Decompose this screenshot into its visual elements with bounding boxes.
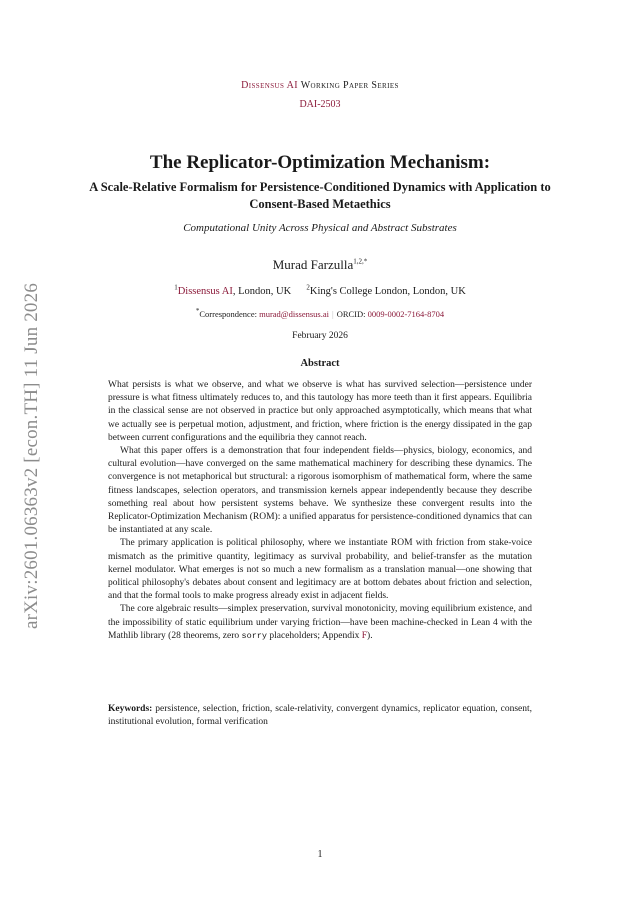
page-number: 1 — [317, 849, 323, 860]
abstract-body — [108, 379, 532, 643]
author-line — [0, 257, 640, 273]
paper-subtitle: A Scale-Relative Formalism for Persistence-Conditioned Dynamics with Application to Consent-Based Metaethics — [89, 180, 551, 211]
series-label: Working Paper Series — [300, 80, 399, 91]
correspondence-line — [0, 309, 640, 319]
arxiv-identifier-text: arXiv:2601.06363v2 [econ.TH] 11 Jun 2026 — [21, 282, 43, 630]
abstract-paragraph-3: The primary application is political philosophy, where we instantiate ROM with friction from stake-voice mismatch as the primitive quantity, legitimacy as survival probability, and belief-transfer as the mutation kernel modulator. What emerges is not so much a new formalism as a translation manual—one showing that political philosophy's debates about consent and legitimacy are at bottom debates about friction and selection, and that the formal tools to make progress already exist in adjacent fields. — [108, 538, 532, 602]
affiliation-1-location: , London, UK — [232, 286, 292, 297]
correspondence-separator: | — [332, 309, 334, 319]
keywords-section — [108, 703, 532, 729]
affiliation-1-marker: 1 — [174, 283, 178, 292]
abstract-paragraph-4 — [108, 603, 532, 643]
publication-date: February 2026 — [292, 331, 348, 341]
appendix-f-link[interactable]: F — [361, 630, 368, 641]
affiliations — [0, 283, 640, 297]
affiliation-2-org: King's College London, London, UK — [309, 286, 466, 297]
orcid-label: ORCID: — [336, 309, 368, 319]
correspondence-label: Correspondence: — [199, 309, 260, 319]
correspondence-marker: * — [195, 307, 200, 316]
series-brand-link[interactable]: Dissensus AI — [241, 80, 298, 91]
correspondence-email-link[interactable]: murad@dissensus.ai — [259, 309, 329, 319]
keywords-label: Keywords: — [108, 704, 153, 714]
orcid-link[interactable]: 0009-0002-7164-8704 — [367, 309, 445, 319]
author-superscript: 1,2,* — [353, 257, 368, 266]
abstract-p4-text-b: placeholders; Appendix — [267, 630, 362, 641]
affiliation-2-marker: 2 — [306, 283, 310, 292]
sorry-keyword: sorry — [241, 630, 268, 641]
working-paper-series-header — [0, 80, 640, 91]
abstract-p4-text-c: ). — [367, 630, 373, 641]
paper-id-link[interactable]: DAI-2503 — [299, 99, 341, 110]
paper-title: The Replicator-Optimization Mechanism: — [149, 152, 491, 173]
keywords-text: persistence, selection, friction, scale-relativity, convergent dynamics, replicator equation, consent, institutional evolution, formal verification — [108, 704, 532, 728]
abstract-paragraph-1: What persists is what we observe, and what we observe is what has survived selection—persistence under pressure is what fitness ultimately reduces to, and this tautology has more teeth than it first appears. Equilibria in the classical sense are not observed in practice but only approached asymptotically, which means that what we actually see is perpetual motion, adjustment, and friction, where friction is the energy dissipated in the gap between current configurations and the equilibria they cannot reach. — [108, 380, 532, 443]
paper-tagline: Computational Unity Across Physical and Abstract Substrates — [183, 222, 457, 234]
abstract-paragraph-2: What this paper offers is a demonstration that four independent fields—physics, biology, economics, and cultural evolution—have converged on the same mathematical machinery for describing these dynamics. The convergence is not metaphorical but structural: a rigorous isomorphism of mathematical form, where the same fitness landscapes, selection operators, and transmission kernels appear independently because they describe something real about how persistent systems behave. We synthesize these convergent results into the Replicator-Optimization Mechanism (ROM): a unified apparatus for persistence-conditioned dynamics that can be instantiated at any scale. — [108, 446, 533, 536]
abstract-heading: Abstract — [300, 358, 340, 369]
affiliation-1-org-link[interactable]: Dissensus AI — [177, 286, 233, 297]
author-name: Murad Farzulla — [272, 257, 354, 272]
abstract-p4-text-a: The core algebraic results—simplex preservation, survival monotonicity, moving equilibrium existence, and the impossibility of static equilibrium under varying friction—have been machine-checked in Lean 4 with the Mathlib library (28 theorems, zero — [108, 604, 532, 641]
